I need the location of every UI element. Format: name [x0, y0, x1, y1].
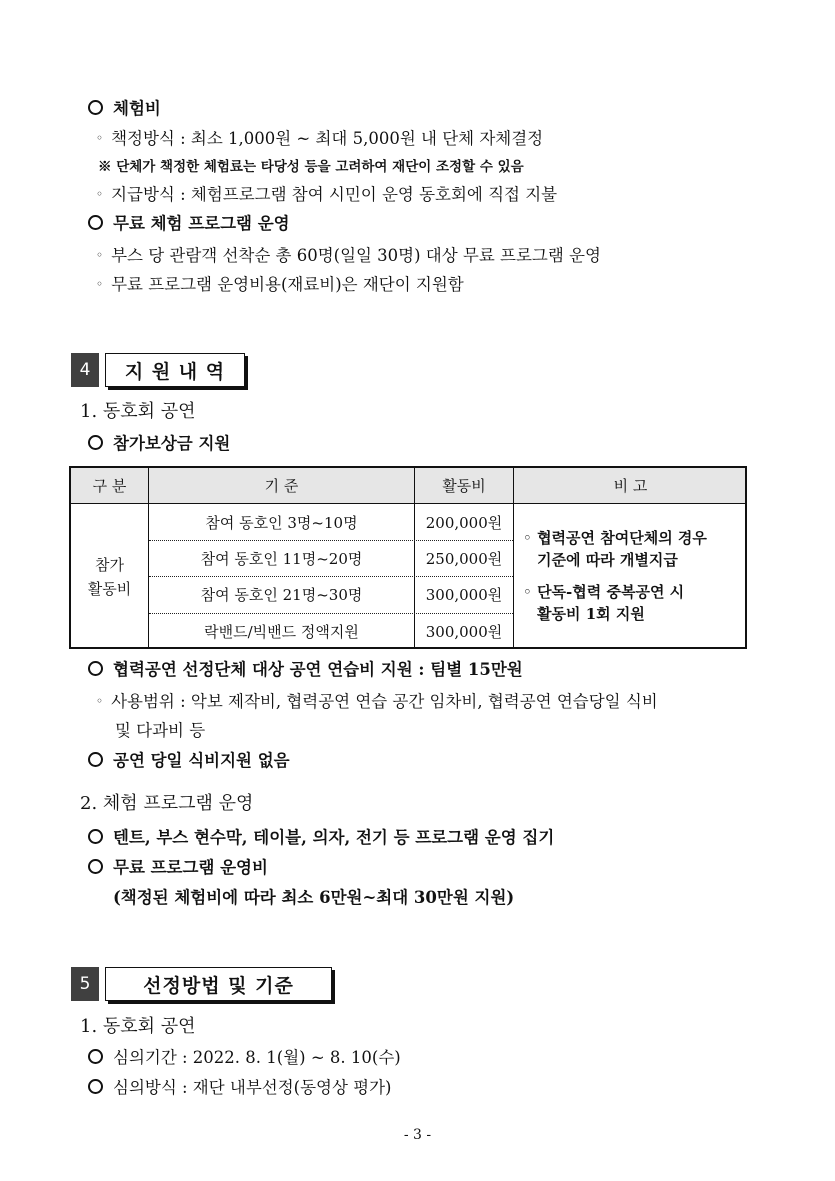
- small-circle-bullet-icon: ◦: [96, 187, 104, 201]
- table-header: 비 고: [613, 477, 648, 495]
- experience-fee-note: ※ 단체가 책정한 체험료는 타당성 등을 고려하여 재단이 조정할 수 있음: [98, 159, 524, 175]
- category-cell: 참가 활동비: [87, 555, 132, 598]
- circle-bullet-icon: [88, 859, 103, 874]
- free-cost-line: 무료 프로그램 운영비: [88, 857, 268, 879]
- free-program-item: ◦ 부스 당 관람객 선착순 총 60명(일일 30명) 대상 무료 프로그램 운영: [96, 246, 601, 265]
- practice-support-line: 협력공연 선정단체 대상 공연 연습비 지원 : 팀별 15만원: [88, 659, 523, 681]
- circle-bullet-icon: [88, 829, 103, 844]
- circle-bullet-icon: [88, 752, 103, 767]
- small-circle-bullet-icon: ◦: [96, 694, 104, 708]
- subsection-title: 1. 동호회 공연: [80, 1016, 196, 1037]
- criteria-cell: 참여 동호인 21명~30명: [200, 586, 363, 604]
- section-title: 지 원 내 역: [105, 353, 245, 387]
- circle-bullet-icon: [88, 661, 103, 676]
- experience-fee-item: ◦ 지급방식 : 체험프로그램 참여 시민이 운영 동호회에 직접 지불: [96, 185, 558, 204]
- circle-bullet-icon: [88, 215, 103, 230]
- section-number: 4: [71, 353, 99, 387]
- subsection-title: 1. 동호회 공연: [80, 401, 196, 422]
- equipment-line: 텐트, 부스 현수막, 테이블, 의자, 전기 등 프로그램 운영 집기: [88, 827, 554, 849]
- remark-2: ◦ 단독-협력 중복공연 시 활동비 1회 지원: [523, 583, 685, 623]
- participation-reward-heading: 참가보상금 지원: [88, 433, 230, 455]
- small-circle-bullet-icon: ◦: [96, 131, 104, 145]
- criteria-cell: 참여 동호인 11명~20명: [200, 549, 363, 568]
- experience-fee-item: ◦ 책정방식 : 최소 1,000원 ~ 최대 5,000원 내 단체 자체결정: [96, 129, 544, 148]
- review-method-line: 심의방식 : 재단 내부선정(동영상 평가): [88, 1077, 392, 1099]
- usage-range-line-cont: 및 다과비 등: [115, 721, 206, 740]
- criteria-cell: 락밴드/빅밴드 정액지원: [204, 622, 359, 641]
- experience-fee-heading: 체험비: [88, 98, 161, 120]
- section-number: 5: [71, 967, 99, 1001]
- table-header: 기 준: [264, 477, 299, 495]
- amount-cell: 300,000원: [425, 586, 503, 604]
- table-header: 구 분: [92, 477, 127, 495]
- section-5-header: [71, 967, 332, 1001]
- amount-cell: 200,000원: [425, 513, 503, 532]
- circle-bullet-icon: [88, 1079, 103, 1094]
- free-cost-detail: (책정된 체험비에 따라 최소 6만원~최대 30만원 지원): [113, 888, 515, 907]
- page-number: - 3 -: [403, 1127, 432, 1143]
- circle-bullet-icon: [88, 1049, 103, 1064]
- free-program-heading: 무료 체험 프로그램 운영: [88, 213, 290, 235]
- circle-bullet-icon: [88, 100, 103, 115]
- section-title: 선정방법 및 기준: [105, 967, 332, 1001]
- subsection-title: 2. 체험 프로그램 운영: [80, 793, 254, 814]
- table-divider: [513, 468, 514, 647]
- review-period-line: 심의기간 : 2022. 8. 1(월) ~ 8. 10(수): [88, 1047, 401, 1069]
- support-table: [69, 466, 747, 649]
- section-4-header: [71, 353, 245, 387]
- free-program-item: ◦ 무료 프로그램 운영비용(재료비)은 재단이 지원함: [96, 275, 464, 294]
- circle-bullet-icon: [88, 435, 103, 450]
- remark-1: ◦ 협력공연 참여단체의 경우 기준에 따라 개별지급: [523, 529, 707, 569]
- table-header: 활동비: [442, 477, 486, 495]
- amount-cell: 300,000원: [425, 622, 503, 641]
- no-meal-line: 공연 당일 식비지원 없음: [88, 750, 290, 772]
- usage-range-line: ◦ 사용범위 : 악보 제작비, 협력공연 연습 공간 임차비, 협력공연 연습당일 식비: [96, 692, 658, 711]
- criteria-cell: 참여 동호인 3명~10명: [205, 513, 358, 532]
- small-circle-bullet-icon: ◦: [96, 248, 104, 262]
- amount-cell: 250,000원: [425, 549, 503, 568]
- small-circle-bullet-icon: ◦: [96, 277, 104, 291]
